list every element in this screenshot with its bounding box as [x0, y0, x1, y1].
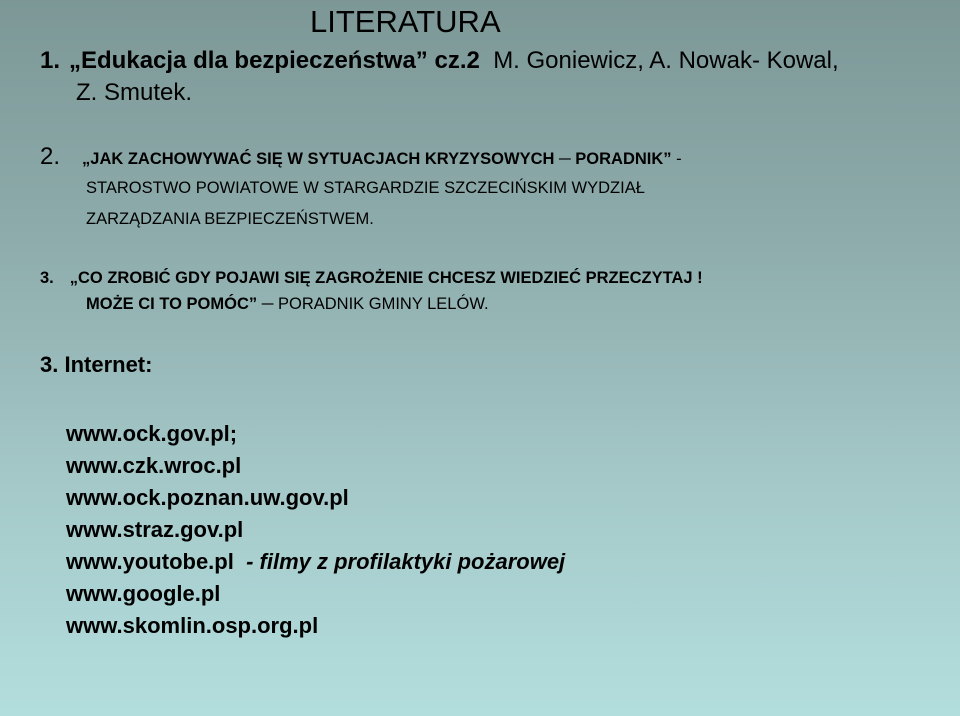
reference-3-line2	[86, 295, 489, 314]
link[interactable]: www.skomlin.osp.org.pl	[66, 613, 319, 638]
reference-2-title: „JAK ZACHOWYWAĆ SIĘ W SYTUACJACH KRYZYSOWYCH ─ PORADNIK”	[82, 150, 672, 168]
reference-2-publisher-cont: ZARZĄDZANIA BEZPIECZEŃSTWEM.	[86, 210, 374, 228]
link[interactable]: www.ock.gov.pl;	[66, 421, 238, 446]
reference-1-authors: M. Goniewicz, A. Nowak- Kowal,	[493, 47, 839, 74]
reference-1-authors-cont: Z. Smutek.	[76, 79, 193, 106]
internet-links	[66, 418, 565, 642]
link-item	[66, 418, 565, 450]
link-item	[66, 450, 565, 482]
link-item	[66, 546, 565, 578]
link-note: - filmy z profilaktyki pożarowej	[239, 549, 566, 574]
link[interactable]: www.google.pl	[66, 581, 221, 606]
link-item	[66, 578, 565, 610]
reference-3-number: 3.	[40, 269, 54, 287]
reference-1	[40, 46, 839, 75]
link-item	[66, 610, 565, 642]
internet-heading: 3. Internet:	[40, 352, 153, 377]
link-item	[66, 482, 565, 514]
reference-3	[40, 269, 703, 288]
reference-1-number: 1.	[40, 47, 61, 74]
link[interactable]: www.ock.poznan.uw.gov.pl	[66, 485, 349, 510]
link-item	[66, 514, 565, 546]
link[interactable]: www.youtobe.pl	[66, 549, 234, 574]
reference-1-title: „Edukacja dla bezpieczeństwa” cz.2	[69, 47, 480, 74]
reference-3-title: „CO ZROBIĆ GDY POJAWI SIĘ ZAGROŻENIE CHCESZ WIEDZIEĆ PRZECZYTAJ !	[69, 269, 703, 287]
reference-3-source: ─ PORADNIK GMINY LELÓW.	[257, 295, 489, 313]
slide-title: LITERATURA	[310, 4, 501, 39]
reference-3-title-cont: MOŻE CI TO POMÓC”	[86, 295, 258, 313]
reference-2-number: 2.	[40, 143, 61, 170]
reference-2	[40, 143, 682, 171]
reference-2-publisher: STAROSTWO POWIATOWE W STARGARDZIE SZCZECIŃSKIM WYDZIAŁ	[86, 179, 645, 197]
reference-2-dash: -	[671, 150, 682, 168]
link[interactable]: www.straz.gov.pl	[66, 517, 244, 542]
link[interactable]: www.czk.wroc.pl	[66, 453, 242, 478]
